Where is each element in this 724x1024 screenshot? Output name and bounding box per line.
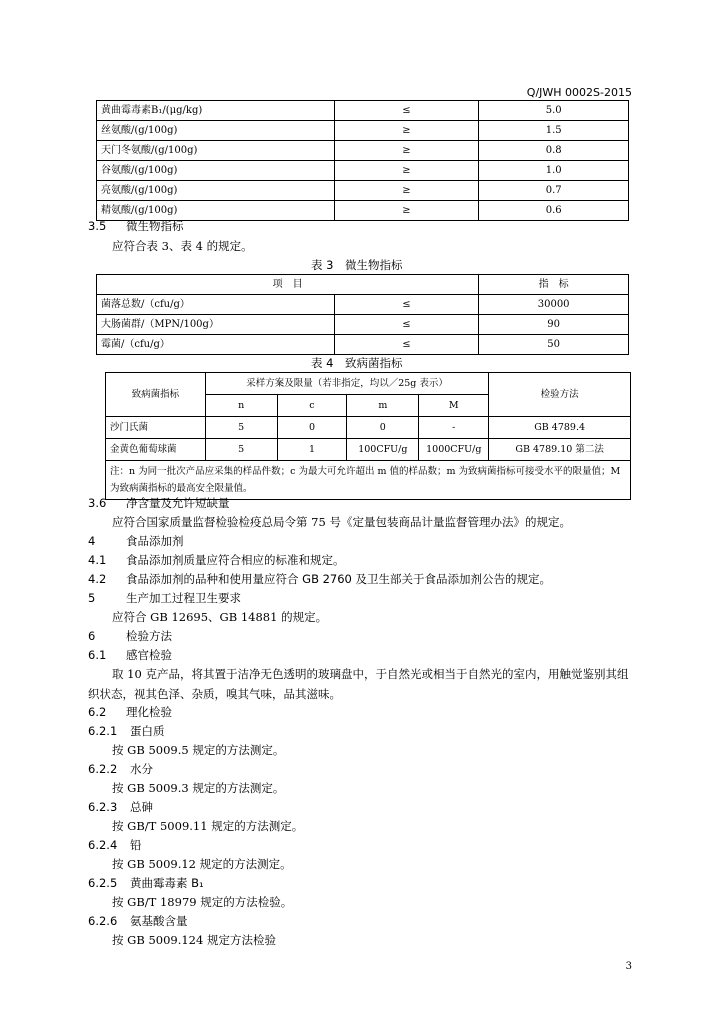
section-6-2-1-heading: 6.2.1 蛋白质 (88, 724, 165, 738)
section-6-2-3-text: 按 GB/T 5009.11 规定的方法测定。 (112, 819, 304, 833)
cell-value: 50 (479, 335, 629, 355)
table-note: 注：n 为同一批次产品应采集的样品件数；c 为最大可允许超出 m 值的样品数；m 为致病菌指标可接受水平的限量值；M 为致病菌指标的最高安全限量值。 (106, 461, 631, 500)
table-row (97, 335, 629, 355)
section-4-2: 4.2 食品添加剂的品种和使用量应符合 GB 2760 及卫生部关于食品添加剂公告的规定。 (88, 572, 552, 586)
section-6-2-4-heading: 6.2.4 铅 (88, 838, 142, 852)
section-6-2-5-heading: 6.2.5 黄曲霉毒素 B₁ (88, 876, 204, 890)
table-row (106, 417, 631, 439)
cell-value: 0.7 (479, 181, 629, 201)
section-6-2-heading: 6.2 理化检验 (88, 705, 172, 719)
cell-M: - (419, 417, 489, 439)
header-plan: 采样方案及限量（若非指定，均以／25g 表示） (205, 373, 488, 395)
table4-caption: 表 4 致病菌指标 (311, 356, 403, 370)
section-3-5-text: 应符合表 3、表 4 的规定。 (112, 239, 253, 253)
cell-symbol: ≥ (334, 161, 479, 181)
header-method: 检验方法 (489, 373, 631, 417)
cell-item: 天门冬氨酸/(g/100g) (97, 141, 335, 161)
section-4-heading: 4 食品添加剂 (88, 534, 184, 548)
section-6-2-2-heading: 6.2.2 水分 (88, 762, 153, 776)
cell-value: 1.0 (479, 161, 629, 181)
header-pathogen: 致病菌指标 (106, 373, 206, 417)
cell-method: GB 4789.10 第二法 (489, 439, 631, 461)
cell-item: 精氨酸/(g/100g) (97, 201, 335, 221)
cell-n: 5 (205, 417, 277, 439)
pathogen-table (105, 372, 631, 500)
header-item: 项 目 (97, 275, 479, 295)
table-row (97, 295, 629, 315)
table-header-row (106, 373, 631, 395)
cell-symbol: ≤ (334, 295, 479, 315)
cell-symbol: ≥ (334, 201, 479, 221)
cell-value: 0.6 (479, 201, 629, 221)
section-6-1-heading: 6.1 感官检验 (88, 648, 172, 662)
table-row (97, 161, 629, 181)
section-6-2-3-heading: 6.2.3 总砷 (88, 800, 153, 814)
cell-value: 0.8 (479, 141, 629, 161)
cell-method: GB 4789.4 (489, 417, 631, 439)
section-6-2-4-text: 按 GB 5009.12 规定的方法测定。 (112, 857, 292, 871)
cell-item: 菌落总数/（cfu/g） (97, 295, 335, 315)
cell-name: 金黄色葡萄球菌 (106, 439, 206, 461)
cell-c: 0 (277, 417, 347, 439)
table-row (97, 101, 629, 121)
section-3-5-heading: 3.5 微生物指标 (88, 219, 184, 233)
section-6-2-5-text: 按 GB/T 18979 规定的方法检验。 (112, 895, 293, 909)
section-3-6-text: 应符合国家质量监督检验检疫总局令第 75 号《定量包装商品计量监督管理办法》的规定。 (112, 515, 571, 529)
table-row (106, 439, 631, 461)
cell-symbol: ≤ (334, 335, 479, 355)
cell-M: 1000CFU/g (419, 439, 489, 461)
page-number: 3 (625, 961, 632, 972)
section-6-2-1-text: 按 GB 5009.5 规定的方法测定。 (112, 743, 285, 757)
cell-symbol: ≥ (334, 121, 479, 141)
cell-item: 黄曲霉毒素B₁/(μg/kg) (97, 101, 335, 121)
table-row (97, 315, 629, 335)
cell-symbol: ≤ (334, 101, 479, 121)
table-row (97, 121, 629, 141)
table-row (97, 181, 629, 201)
table-row (97, 141, 629, 161)
microbial-table (96, 274, 629, 355)
table-header-row (97, 275, 629, 295)
header-index: 指 标 (479, 275, 629, 295)
document-id: Q/JWH 0002S-2015 (526, 86, 632, 99)
section-6-2-2-text: 按 GB 5009.3 规定的方法测定。 (112, 781, 285, 795)
cell-c: 1 (277, 439, 347, 461)
cell-m: 0 (347, 417, 419, 439)
table-note-row (106, 461, 631, 500)
section-6-2-6-heading: 6.2.6 氨基酸含量 (88, 914, 188, 928)
cell-item: 谷氨酸/(g/100g) (97, 161, 335, 181)
cell-value: 90 (479, 315, 629, 335)
section-6-2-6-text: 按 GB 5009.124 规定方法检验 (112, 933, 276, 947)
cell-item: 亮氨酸/(g/100g) (97, 181, 335, 201)
table3-caption: 表 3 微生物指标 (311, 258, 403, 272)
header-n: n (205, 395, 277, 417)
cell-value: 30000 (479, 295, 629, 315)
section-3-6-heading: 3.6 净含量及允许短缺量 (88, 496, 230, 510)
header-c: c (277, 395, 347, 417)
cell-symbol: ≥ (334, 141, 479, 161)
cell-item: 大肠菌群/（MPN/100g） (97, 315, 335, 335)
cell-item: 霉菌/（cfu/g） (97, 335, 335, 355)
cell-m: 100CFU/g (347, 439, 419, 461)
cell-symbol: ≥ (334, 181, 479, 201)
amino-acid-table (96, 100, 629, 221)
section-5-text: 应符合 GB 12695、GB 14881 的规定。 (112, 610, 328, 624)
cell-symbol: ≤ (334, 315, 479, 335)
cell-name: 沙门氏菌 (106, 417, 206, 439)
cell-value: 1.5 (479, 121, 629, 141)
section-5-heading: 5 生产加工过程卫生要求 (88, 591, 241, 605)
cell-n: 5 (205, 439, 277, 461)
cell-value: 5.0 (479, 101, 629, 121)
section-6-heading: 6 检验方法 (88, 629, 172, 643)
header-M: M (419, 395, 489, 417)
header-m: m (347, 395, 419, 417)
section-4-1: 4.1 食品添加剂质量应符合相应的标准和规定。 (88, 553, 345, 567)
cell-item: 丝氨酸/(g/100g) (97, 121, 335, 141)
section-6-1-text: 取 10 克产品，将其置于洁净无色透明的玻璃盘中，于自然光或相当于自然光的室内，用触觉鉴别其组织状态，视其色泽、杂质，嗅其气味，品其滋味。 (88, 667, 629, 701)
